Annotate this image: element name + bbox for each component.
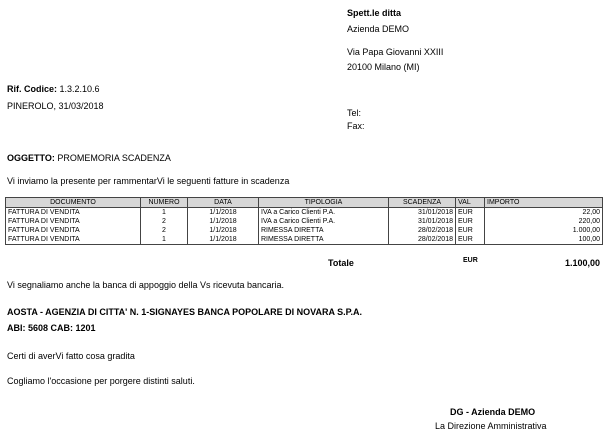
reference-label: Rif. Codice:: [7, 84, 58, 94]
cell-data: 1/1/2018: [188, 226, 259, 235]
intro-text: Vi inviamo la presente per rammentarVi le seguenti fatture in scadenza: [7, 176, 290, 186]
cell-tipologia: RIMESSA DIRETTA: [259, 235, 389, 245]
bank-note: Vi segnaliamo anche la banca di appoggio della Vs ricevuta bancaria.: [7, 280, 285, 290]
signature-company: DG - Azienda DEMO: [450, 407, 536, 417]
cell-documento: FATTURA DI VENDITA: [6, 217, 141, 226]
total-value: 1.100,00: [564, 258, 600, 268]
bank-name: AOSTA - AGENZIA DI CITTA' N. 1-SIGNAYES BANCA POPOLARE DI NOVARA S.P.A.: [7, 307, 363, 317]
cell-documento: FATTURA DI VENDITA: [6, 235, 141, 245]
recipient-address-line1: Via Papa Giovanni XXIII: [347, 47, 444, 57]
cell-importo: 220,00: [485, 217, 603, 226]
cell-scadenza: 28/02/2018: [389, 235, 456, 245]
cell-numero: 2: [141, 226, 188, 235]
recipient-name: Azienda DEMO: [347, 24, 410, 34]
cell-val: EUR: [456, 226, 485, 235]
col-header-numero: NUMERO: [141, 198, 188, 208]
table-row: [6, 226, 603, 235]
cell-data: 1/1/2018: [188, 208, 259, 218]
closing-line-1: Certi di averVi fatto cosa gradita: [7, 351, 135, 361]
reference-line: [7, 84, 100, 94]
cell-scadenza: 28/02/2018: [389, 226, 456, 235]
closing-line-2: Cogliamo l'occasione per porgere distinti saluti.: [7, 376, 195, 386]
cell-tipologia: IVA a Carico Clienti P.A.: [259, 217, 389, 226]
cell-val: EUR: [456, 235, 485, 245]
total-currency: EUR: [463, 257, 478, 264]
col-header-tipologia: TIPOLOGIA: [259, 198, 389, 208]
cell-documento: FATTURA DI VENDITA: [6, 208, 141, 218]
table-row: [6, 217, 603, 226]
reference-code: 1.3.2.10.6: [59, 84, 100, 94]
recipient-fax-label: Fax:: [347, 121, 365, 131]
col-header-val: VAL: [456, 198, 485, 208]
subject-label: OGGETTO:: [7, 153, 55, 163]
cell-numero: 1: [141, 208, 188, 218]
cell-scadenza: 31/01/2018: [389, 208, 456, 218]
subject-text: PROMEMORIA SCADENZA: [57, 153, 171, 163]
place-date: PINEROLO, 31/03/2018: [7, 101, 104, 111]
cell-data: 1/1/2018: [188, 235, 259, 245]
cell-val: EUR: [456, 217, 485, 226]
cell-importo: 1.000,00: [485, 226, 603, 235]
recipient-heading: Spett.le ditta: [347, 8, 402, 18]
subject-line: [7, 153, 171, 163]
cell-tipologia: IVA a Carico Clienti P.A.: [259, 208, 389, 218]
invoice-table: [5, 197, 603, 245]
cell-data: 1/1/2018: [188, 217, 259, 226]
table-row: [6, 235, 603, 245]
cell-importo: 22,00: [485, 208, 603, 218]
recipient-tel-label: Tel:: [347, 108, 362, 118]
cell-scadenza: 31/01/2018: [389, 217, 456, 226]
cell-numero: 2: [141, 217, 188, 226]
bank-abi-cab: ABI: 5608 CAB: 1201: [7, 323, 96, 333]
col-header-importo: IMPORTO: [485, 198, 603, 208]
cell-documento: FATTURA DI VENDITA: [6, 226, 141, 235]
cell-val: EUR: [456, 208, 485, 218]
recipient-address-line2: 20100 Milano (MI): [347, 62, 420, 72]
table-row: [6, 208, 603, 218]
cell-tipologia: RIMESSA DIRETTA: [259, 226, 389, 235]
total-label: Totale: [328, 258, 354, 268]
col-header-scadenza: SCADENZA: [389, 198, 456, 208]
table-header-row: [6, 198, 603, 208]
signature-role: La Direzione Amministrativa: [435, 421, 547, 431]
col-header-data: DATA: [188, 198, 259, 208]
cell-importo: 100,00: [485, 235, 603, 245]
col-header-documento: DOCUMENTO: [6, 198, 141, 208]
cell-numero: 1: [141, 235, 188, 245]
